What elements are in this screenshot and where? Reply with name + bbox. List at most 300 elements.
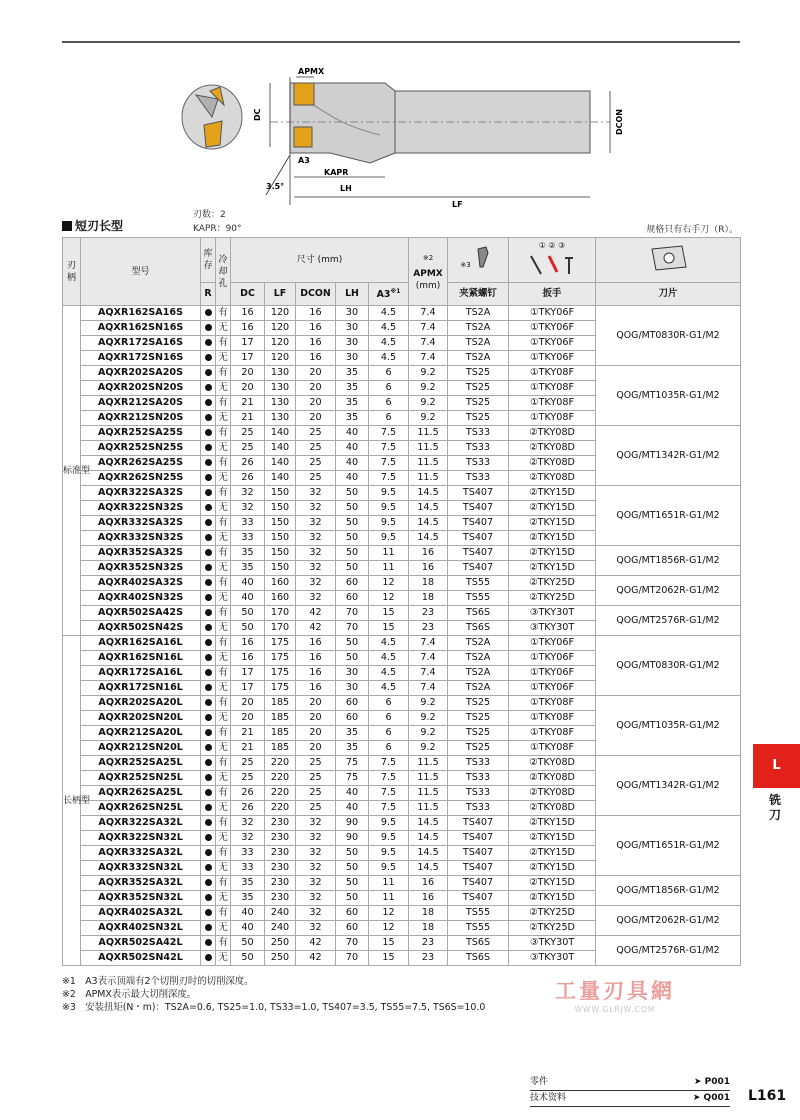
wrench-cell: ①TKY08F: [509, 366, 596, 381]
dc-cell: 32: [231, 486, 265, 501]
insert-cell: QOG/MT1651R-G1/M2: [596, 486, 741, 546]
lf-cell: 120: [265, 306, 296, 321]
lf-cell: 140: [265, 441, 296, 456]
wrench-marks: ① ② ③: [538, 241, 566, 250]
model-cell: AQXR352SA32S: [81, 546, 201, 561]
coolant-cell: 无: [216, 441, 231, 456]
dc-cell: 40: [231, 591, 265, 606]
stock-cell: [201, 306, 216, 321]
in-stock-dot-icon: [205, 684, 212, 691]
stock-cell: [201, 516, 216, 531]
wrench-cell: ①TKY06F: [509, 336, 596, 351]
lf-cell: 175: [265, 636, 296, 651]
screw-cell: TS6S: [448, 606, 509, 621]
dcon-header: DCON: [296, 283, 336, 306]
model-cell: AQXR402SA32S: [81, 576, 201, 591]
stock-cell: [201, 831, 216, 846]
coolant-cell: 有: [216, 336, 231, 351]
a3-cell: 12: [369, 906, 409, 921]
apmx-cell: 23: [409, 951, 448, 966]
coolant-cell: 无: [216, 321, 231, 336]
ref-parts-label: 零件: [530, 1077, 549, 1087]
dc-cell: 26: [231, 456, 265, 471]
coolant-cell: 有: [216, 366, 231, 381]
model-cell: AQXR212SN20L: [81, 741, 201, 756]
lh-cell: 35: [336, 381, 369, 396]
insert-icon: [646, 243, 690, 273]
ref-technical-page: ➤ Q001: [692, 1093, 730, 1103]
dcon-cell: 25: [296, 786, 336, 801]
wrench-cell: ③TKY30T: [509, 936, 596, 951]
lf-cell: 120: [265, 351, 296, 366]
stock-cell: [201, 471, 216, 486]
dcon-cell: 32: [296, 816, 336, 831]
coolant-cell: 无: [216, 951, 231, 966]
wrench-cell: ③TKY30T: [509, 621, 596, 636]
stock-cell: [201, 756, 216, 771]
in-stock-dot-icon: [205, 399, 212, 406]
stock-cell: [201, 531, 216, 546]
model-cell: AQXR402SN32S: [81, 591, 201, 606]
dc-cell: 33: [231, 516, 265, 531]
apmx-header: [409, 238, 448, 306]
lf-cell: 150: [265, 531, 296, 546]
screw-icon: [474, 245, 496, 271]
dcon-cell: 32: [296, 861, 336, 876]
wrench-cell: ②TKY15D: [509, 846, 596, 861]
dcon-cell: 16: [296, 651, 336, 666]
table-row: [63, 366, 741, 381]
wrench-cell: ②TKY08D: [509, 456, 596, 471]
lh-cell: 60: [336, 576, 369, 591]
dcon-cell: 32: [296, 561, 336, 576]
wrench-cell: ①TKY08F: [509, 696, 596, 711]
coolant-cell: 有: [216, 876, 231, 891]
in-stock-dot-icon: [205, 834, 212, 841]
apmx-cell: 7.4: [409, 636, 448, 651]
stock-r-header: R: [201, 283, 216, 306]
apmx-cell: 18: [409, 576, 448, 591]
apmx-cell: 18: [409, 591, 448, 606]
screw-cell: TS407: [448, 561, 509, 576]
watermark: [545, 975, 685, 1014]
coolant-cell: 无: [216, 861, 231, 876]
screw-header: 夹紧螺钉: [448, 283, 509, 306]
screw-cell: TS407: [448, 891, 509, 906]
model-cell: AQXR332SA32L: [81, 846, 201, 861]
in-stock-dot-icon: [205, 444, 212, 451]
in-stock-dot-icon: [205, 564, 212, 571]
insert-cell: QOG/MT1035R-G1/M2: [596, 366, 741, 426]
apmx-cell: 7.4: [409, 681, 448, 696]
page-references: [530, 1075, 730, 1107]
lf-cell: 175: [265, 681, 296, 696]
lf-cell: 150: [265, 501, 296, 516]
a3-cell: 11: [369, 561, 409, 576]
dc-cell: 20: [231, 696, 265, 711]
dcon-cell: 32: [296, 486, 336, 501]
wrench-cell: ③TKY30T: [509, 606, 596, 621]
model-cell: AQXR252SA25S: [81, 426, 201, 441]
table-row: [63, 576, 741, 591]
coolant-cell: 有: [216, 456, 231, 471]
model-cell: AQXR262SN25L: [81, 801, 201, 816]
model-cell: AQXR322SN32L: [81, 831, 201, 846]
screw-note-mark: ※3: [460, 261, 471, 269]
in-stock-dot-icon: [205, 804, 212, 811]
lh-cell: 50: [336, 486, 369, 501]
screw-cell: TS2A: [448, 306, 509, 321]
dcon-cell: 16: [296, 321, 336, 336]
dcon-cell: 25: [296, 801, 336, 816]
apmx-cell: 14.5: [409, 846, 448, 861]
a3-cell: 6: [369, 696, 409, 711]
table-row: [63, 756, 741, 771]
a3-cell: 15: [369, 951, 409, 966]
lf-cell: 140: [265, 456, 296, 471]
a3-cell: 12: [369, 576, 409, 591]
shank-group-label: 标准型: [63, 306, 81, 636]
stock-cell: [201, 666, 216, 681]
wrench-cell: ②TKY08D: [509, 801, 596, 816]
lh-cell: 30: [336, 681, 369, 696]
dcon-cell: 20: [296, 366, 336, 381]
coolant-cell: 无: [216, 711, 231, 726]
screw-cell: TS55: [448, 576, 509, 591]
apmx-cell: 11.5: [409, 426, 448, 441]
screw-image-header: [448, 238, 509, 283]
a3-cell: 15: [369, 621, 409, 636]
screw-cell: TS407: [448, 861, 509, 876]
a3-cell: 7.5: [369, 471, 409, 486]
in-stock-dot-icon: [205, 699, 212, 706]
a3-note-mark: ※1: [390, 288, 401, 296]
lf-cell: 170: [265, 606, 296, 621]
wrench-cell: ②TKY08D: [509, 441, 596, 456]
screw-cell: TS407: [448, 546, 509, 561]
apmx-cell: 11.5: [409, 441, 448, 456]
in-stock-dot-icon: [205, 414, 212, 421]
model-cell: AQXR502SN42S: [81, 621, 201, 636]
wrench-cell: ①TKY06F: [509, 351, 596, 366]
dc-header: DC: [231, 283, 265, 306]
screw-cell: TS33: [448, 456, 509, 471]
lh-cell: 70: [336, 621, 369, 636]
model-header: 型号: [81, 238, 201, 306]
dc-cell: 33: [231, 846, 265, 861]
a3-cell: 4.5: [369, 666, 409, 681]
table-row: [63, 546, 741, 561]
coolant-cell: 无: [216, 381, 231, 396]
dc-cell: 17: [231, 681, 265, 696]
lh-cell: 40: [336, 426, 369, 441]
lh-cell: 35: [336, 741, 369, 756]
coolant-cell: 有: [216, 516, 231, 531]
lf-cell: 230: [265, 876, 296, 891]
footnotes: [62, 975, 485, 1014]
table-row: [63, 606, 741, 621]
table-row: [63, 696, 741, 711]
dc-cell: 21: [231, 726, 265, 741]
a3-cell: 9.5: [369, 501, 409, 516]
screw-cell: TS407: [448, 516, 509, 531]
screw-cell: TS55: [448, 906, 509, 921]
screw-cell: TS33: [448, 771, 509, 786]
flute-count: 刃数：2: [193, 210, 226, 220]
coolant-cell: 有: [216, 636, 231, 651]
apmx-cell: 7.4: [409, 351, 448, 366]
wrench-cell: ②TKY08D: [509, 786, 596, 801]
model-cell: AQXR352SN32L: [81, 891, 201, 906]
lh-cell: 30: [336, 351, 369, 366]
coolant-cell: 无: [216, 771, 231, 786]
wrench-cell: ②TKY15D: [509, 516, 596, 531]
section-tab[interactable]: L: [753, 744, 800, 788]
table-row: [63, 426, 741, 441]
coolant-cell: 有: [216, 786, 231, 801]
dcon-cell: 42: [296, 621, 336, 636]
a3-cell: 9.5: [369, 816, 409, 831]
stock-cell: [201, 396, 216, 411]
lh-cell: 60: [336, 906, 369, 921]
apmx-cell: 7.4: [409, 336, 448, 351]
lf-cell: 160: [265, 591, 296, 606]
dcon-cell: 16: [296, 306, 336, 321]
coolant-cell: 无: [216, 651, 231, 666]
apmx-cell: 14.5: [409, 531, 448, 546]
coolant-cell: 有: [216, 696, 231, 711]
footnote-1: ※1 A3表示顶端有2个切削刃时的切削深度。: [62, 976, 254, 987]
stock-cell: [201, 381, 216, 396]
screw-cell: TS25: [448, 381, 509, 396]
apmx-cell: 14.5: [409, 861, 448, 876]
lh-cell: 40: [336, 786, 369, 801]
dc-cell: 40: [231, 921, 265, 936]
coolant-cell: 有: [216, 546, 231, 561]
in-stock-dot-icon: [205, 654, 212, 661]
model-cell: AQXR172SA16S: [81, 336, 201, 351]
stock-cell: [201, 501, 216, 516]
lf-cell: 140: [265, 471, 296, 486]
section-title: [62, 217, 123, 234]
apmx-cell: 11.5: [409, 756, 448, 771]
dcon-cell: 42: [296, 951, 336, 966]
in-stock-dot-icon: [205, 864, 212, 871]
lf-cell: 175: [265, 651, 296, 666]
dc-cell: 21: [231, 411, 265, 426]
lf-cell: 230: [265, 831, 296, 846]
dcon-cell: 25: [296, 771, 336, 786]
model-cell: AQXR212SA20S: [81, 396, 201, 411]
dcon-cell: 25: [296, 426, 336, 441]
dcon-cell: 32: [296, 546, 336, 561]
a3-header: [369, 283, 409, 306]
ref-technical[interactable]: [530, 1091, 730, 1107]
apmx-cell: 7.4: [409, 666, 448, 681]
apmx-cell: 11.5: [409, 801, 448, 816]
dcon-cell: 20: [296, 696, 336, 711]
screw-cell: TS25: [448, 366, 509, 381]
dc-cell: 20: [231, 366, 265, 381]
insert-cell: QOG/MT1651R-G1/M2: [596, 816, 741, 876]
a3-label: A3: [298, 156, 310, 165]
stock-cell: [201, 816, 216, 831]
a3-cell: 9.5: [369, 531, 409, 546]
dcon-cell: 20: [296, 726, 336, 741]
dcon-cell: 42: [296, 936, 336, 951]
apmx-cell: 11.5: [409, 771, 448, 786]
wrench-cell: ②TKY15D: [509, 816, 596, 831]
a3-cell: 9.5: [369, 516, 409, 531]
dc-cell: 21: [231, 396, 265, 411]
square-bullet-icon: [62, 221, 72, 231]
lf-cell: 130: [265, 366, 296, 381]
stock-cell: [201, 621, 216, 636]
table-row: [63, 636, 741, 651]
apmx-cell: 23: [409, 936, 448, 951]
lf-cell: 130: [265, 411, 296, 426]
coolant-cell: 有: [216, 306, 231, 321]
a3-cell: 12: [369, 921, 409, 936]
screw-cell: TS2A: [448, 351, 509, 366]
lh-cell: 35: [336, 411, 369, 426]
coolant-cell: 有: [216, 426, 231, 441]
in-stock-dot-icon: [205, 309, 212, 316]
a3-header-text: A3: [376, 289, 391, 301]
lh-cell: 90: [336, 816, 369, 831]
model-cell: AQXR202SN20L: [81, 711, 201, 726]
screw-cell: TS407: [448, 831, 509, 846]
dc-cell: 17: [231, 666, 265, 681]
dc-cell: 21: [231, 741, 265, 756]
top-rule: [62, 41, 740, 43]
stock-cell: [201, 846, 216, 861]
wrench-cell: ①TKY08F: [509, 741, 596, 756]
dcon-cell: 25: [296, 441, 336, 456]
shank-header: 刃柄: [63, 238, 81, 306]
dc-cell: 20: [231, 711, 265, 726]
dc-cell: 33: [231, 531, 265, 546]
dc-cell: 35: [231, 561, 265, 576]
in-stock-dot-icon: [205, 519, 212, 526]
dc-cell: 50: [231, 936, 265, 951]
lh-cell: 75: [336, 771, 369, 786]
table-row: [63, 306, 741, 321]
dcon-cell: 25: [296, 471, 336, 486]
ref-technical-label: 技术资料: [530, 1093, 567, 1103]
wrench-cell: ②TKY15D: [509, 561, 596, 576]
stock-cell: [201, 936, 216, 951]
dcon-cell: 32: [296, 501, 336, 516]
ref-parts[interactable]: [530, 1075, 730, 1091]
stock-cell: [201, 411, 216, 426]
lh-label: LH: [340, 184, 352, 193]
a3-cell: 6: [369, 711, 409, 726]
dc-cell: 50: [231, 621, 265, 636]
in-stock-dot-icon: [205, 594, 212, 601]
angle-label: 3.5°: [266, 182, 285, 191]
in-stock-dot-icon: [205, 669, 212, 676]
apmx-cell: 11.5: [409, 471, 448, 486]
insert-cell: QOG/MT1856R-G1/M2: [596, 876, 741, 906]
lh-cell: 50: [336, 861, 369, 876]
dc-cell: 32: [231, 831, 265, 846]
model-cell: AQXR352SA32L: [81, 876, 201, 891]
lf-cell: 250: [265, 951, 296, 966]
dc-cell: 16: [231, 321, 265, 336]
screw-cell: TS25: [448, 696, 509, 711]
lh-cell: 30: [336, 666, 369, 681]
coolant-cell: 有: [216, 816, 231, 831]
screw-cell: TS6S: [448, 936, 509, 951]
stock-cell: [201, 786, 216, 801]
a3-cell: 9.5: [369, 486, 409, 501]
in-stock-dot-icon: [205, 459, 212, 466]
stock-cell: [201, 426, 216, 441]
lf-cell: 150: [265, 546, 296, 561]
screw-cell: TS6S: [448, 951, 509, 966]
stock-cell: [201, 651, 216, 666]
lh-cell: 60: [336, 921, 369, 936]
model-cell: AQXR172SA16L: [81, 666, 201, 681]
stock-cell: [201, 546, 216, 561]
lf-cell: 220: [265, 786, 296, 801]
a3-cell: 6: [369, 366, 409, 381]
screw-cell: TS2A: [448, 651, 509, 666]
in-stock-dot-icon: [205, 939, 212, 946]
apmx-cell: 14.5: [409, 816, 448, 831]
a3-cell: 4.5: [369, 651, 409, 666]
in-stock-dot-icon: [205, 429, 212, 436]
dcon-cell: 32: [296, 906, 336, 921]
dc-cell: 50: [231, 606, 265, 621]
stock-cell: [201, 606, 216, 621]
dcon-cell: 32: [296, 876, 336, 891]
model-cell: AQXR212SA20L: [81, 726, 201, 741]
stock-cell: [201, 336, 216, 351]
in-stock-dot-icon: [205, 924, 212, 931]
dcon-cell: 20: [296, 711, 336, 726]
apmx-cell: 16: [409, 891, 448, 906]
dc-cell: 40: [231, 906, 265, 921]
coolant-cell: 无: [216, 741, 231, 756]
a3-cell: 4.5: [369, 681, 409, 696]
coolant-cell: 无: [216, 681, 231, 696]
lf-cell: 220: [265, 756, 296, 771]
a3-cell: 7.5: [369, 456, 409, 471]
screw-cell: TS55: [448, 921, 509, 936]
screw-cell: TS33: [448, 801, 509, 816]
screw-cell: TS2A: [448, 321, 509, 336]
dcon-cell: 16: [296, 336, 336, 351]
in-stock-dot-icon: [205, 819, 212, 826]
model-cell: AQXR322SA32L: [81, 816, 201, 831]
dc-cell: 16: [231, 651, 265, 666]
dc-cell: 20: [231, 381, 265, 396]
stock-cell: [201, 771, 216, 786]
stock-cell: [201, 321, 216, 336]
in-stock-dot-icon: [205, 879, 212, 886]
apmx-cell: 9.2: [409, 726, 448, 741]
a3-cell: 7.5: [369, 801, 409, 816]
in-stock-dot-icon: [205, 954, 212, 961]
lf-header: LF: [265, 283, 296, 306]
dcon-cell: 25: [296, 456, 336, 471]
wrench-image-header: [509, 238, 596, 283]
lf-cell: 130: [265, 381, 296, 396]
dc-cell: 26: [231, 786, 265, 801]
apmx-cell: 16: [409, 561, 448, 576]
